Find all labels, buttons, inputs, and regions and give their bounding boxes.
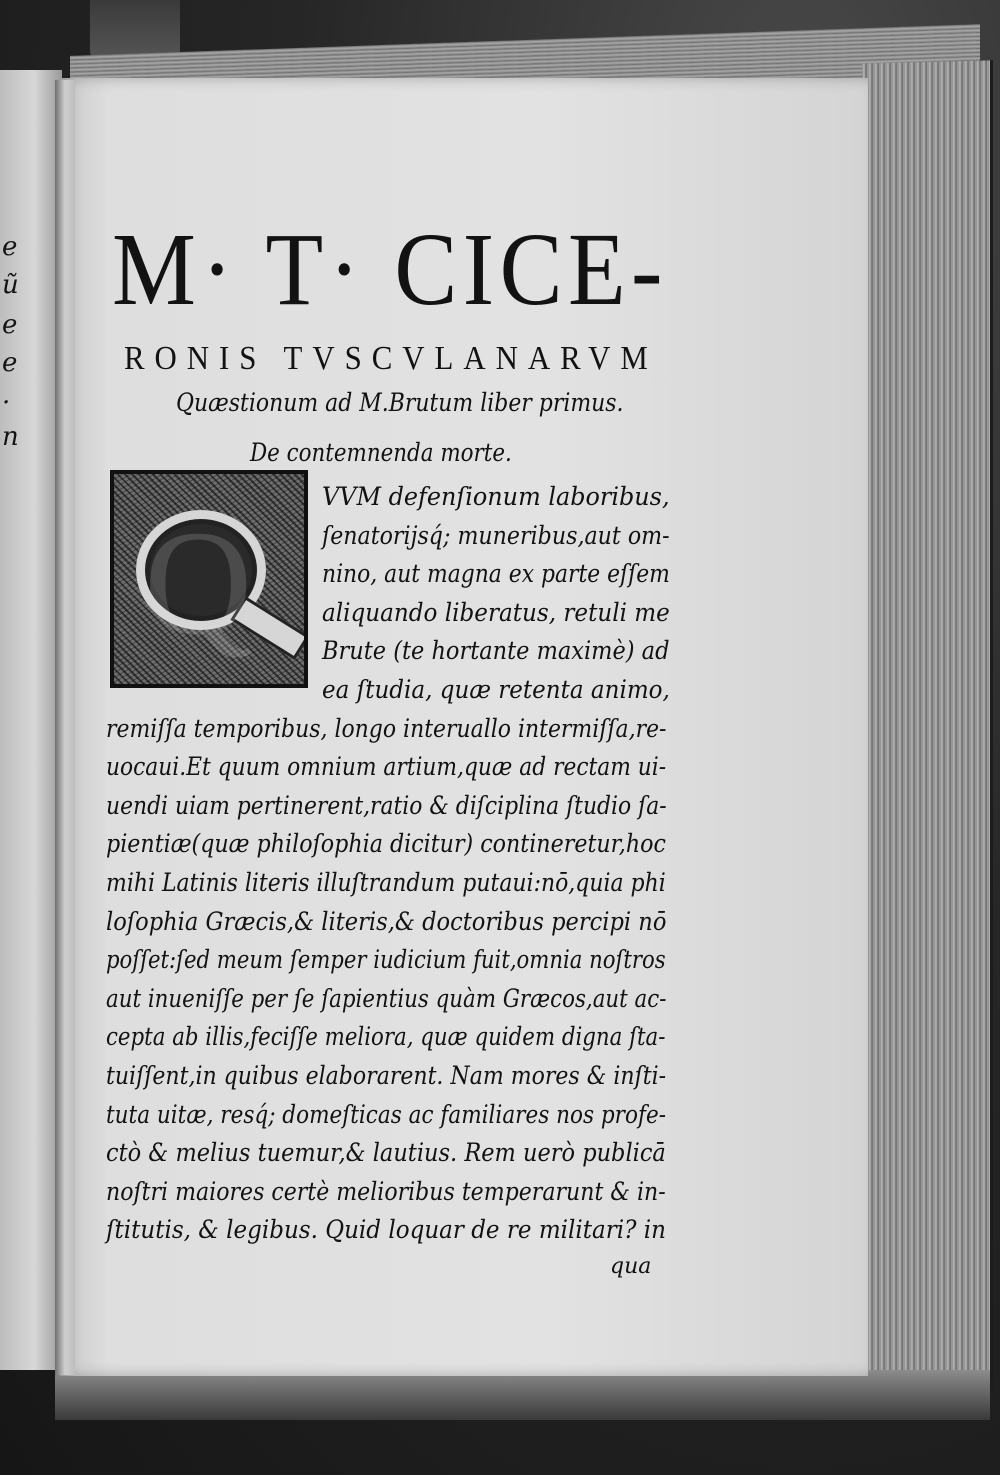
left-page-letter: e [2, 232, 18, 262]
body-line: mihi Latinis literis illuſtrandum putaui:nō,quia phi [106, 868, 666, 897]
woodcut-initial [110, 470, 308, 688]
body-line: nino, aut magna ex parte eſſem [322, 559, 670, 589]
body-line: remiſſa temporibus, longo interuallo intermiſſa,re- [106, 713, 667, 743]
body-line: aliquando liberatus, retuli me [322, 597, 670, 627]
left-page-letter: ũ [2, 270, 19, 300]
subtitle: Quæstionum ad M.Brutum liber primus. [176, 388, 624, 417]
body-line: uendi uiam pertinerent,ratio & diſciplina ſtudio ſa- [106, 790, 667, 820]
text-block-fore-edge [862, 60, 993, 1393]
left-page [0, 70, 62, 1370]
body-line: tuta uitæ, resq́; domeſticas ac familiares nos profe- [106, 1099, 666, 1129]
title-continuation: RONIS TVSCVLANARVM [124, 340, 658, 377]
left-page-letter: n [2, 422, 19, 452]
text-block-bottom-edge [55, 1370, 990, 1420]
body-line: noſtri maiores certè melioribus temperarunt & in- [106, 1176, 666, 1206]
body-line: uocaui.Et quum omnium artium,quæ ad rectam ui- [106, 752, 667, 782]
body-line: ſenatorijsq́; muneribus,aut om- [322, 520, 670, 550]
left-page-letter: e [2, 310, 18, 340]
body-line: loſophia Græcis,& literis,& doctoribus percipi nō [106, 906, 667, 936]
initial-letter: Q [144, 500, 253, 666]
body-line: pientiæ(quæ philoſophia dicitur) contineretur,hoc [106, 829, 666, 859]
body-line: aut inueniſſe per ſe ſapientius quàm Græcos,aut ac- [106, 983, 667, 1013]
gutter [55, 80, 75, 1375]
catchword: qua [610, 1254, 652, 1279]
page-title: M· T· CICE- [112, 212, 668, 327]
body-line: VVM defenſionum laboribus, [322, 482, 670, 511]
body-line: tuiſſent,in quibus elaborarent. Nam mores & inſti- [106, 1061, 667, 1090]
left-page-letter: · [2, 388, 11, 418]
body-line: ctò & melius tuemur,& lautius. Rem uerò publicā [106, 1138, 666, 1168]
body-line: Brute (te hortante maximè) ad [322, 636, 670, 666]
body-line: poſſet:ſed meum ſemper iudicium fuit,omnia noſtros [106, 945, 666, 975]
body-line: ea ſtudia, quæ retenta animo, [322, 675, 670, 704]
body-line: cepta ab illis,feciſſe meliora, quæ quidem digna ſta- [106, 1022, 666, 1052]
body-line: ſtitutis, & legibus. Quid loquar de re militari? in [106, 1215, 666, 1245]
section-title: De contemnenda morte. [250, 438, 512, 467]
left-page-letter: e [2, 348, 18, 378]
